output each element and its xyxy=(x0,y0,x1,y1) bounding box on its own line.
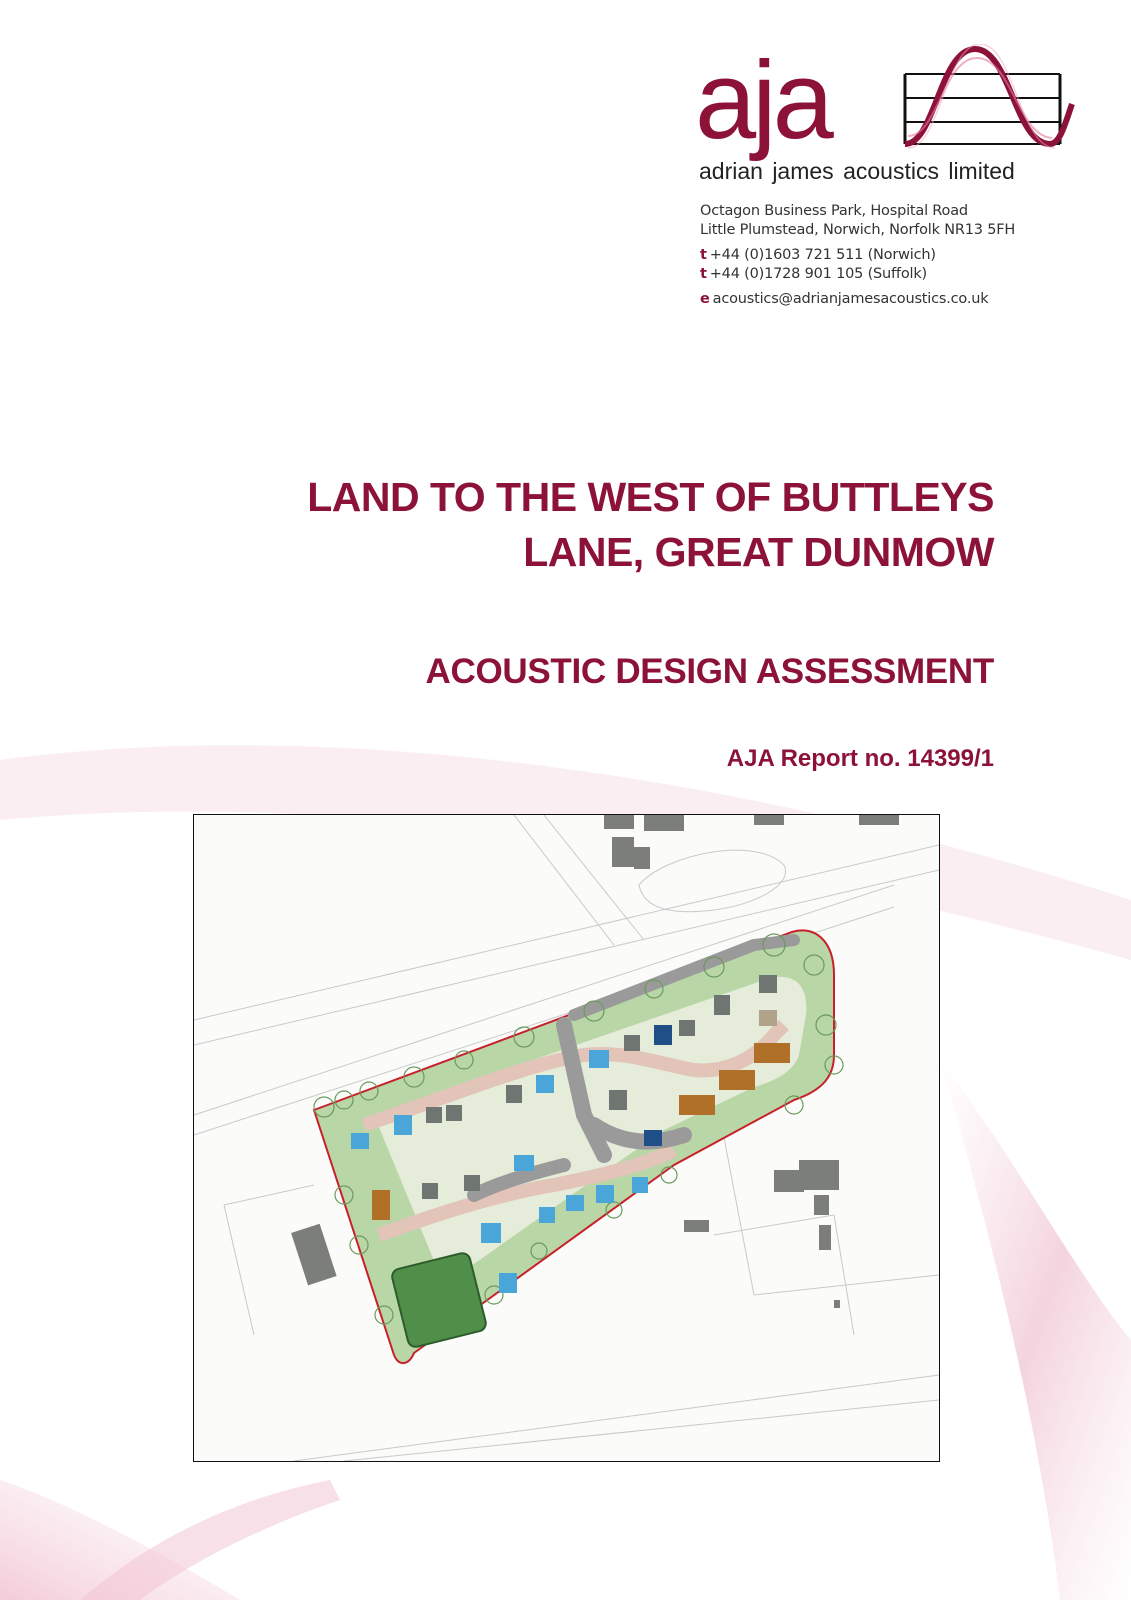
address-line-2: Little Plumstead, Norwich, Norfolk NR13 5FH xyxy=(700,222,1016,238)
company-logo xyxy=(695,40,1075,190)
phone-norwich xyxy=(700,246,1015,265)
phone-key: t xyxy=(700,247,707,263)
phone-key: t xyxy=(700,266,707,282)
site-plan-drawing xyxy=(194,815,939,1461)
email-address: acoustics@adrianjamesacoustics.co.uk xyxy=(712,291,989,307)
logo-letters: aja xyxy=(695,39,830,162)
report-number: AJA Report no. 14399/1 xyxy=(726,745,994,772)
phone-suffolk xyxy=(700,265,1015,284)
logo-tagline: adrian james acoustics limited xyxy=(699,158,1015,184)
phone-suffolk-number: +44 (0)1728 901 105 (Suffolk) xyxy=(709,266,927,282)
email-key: e xyxy=(700,291,710,307)
title-line-2: LANE, GREAT DUNMOW xyxy=(523,529,994,575)
address-line-1: Octagon Business Park, Hospital Road xyxy=(700,203,968,219)
contact-block xyxy=(700,202,1015,309)
email-line xyxy=(700,290,1015,309)
sine-wave-icon xyxy=(900,44,1075,154)
document-subtitle: ACOUSTIC DESIGN ASSESSMENT xyxy=(425,652,994,691)
phone-norwich-number: +44 (0)1603 721 511 (Norwich) xyxy=(709,247,936,263)
document-title xyxy=(307,470,994,580)
title-line-1: LAND TO THE WEST OF BUTTLEYS xyxy=(307,474,994,520)
site-plan-figure xyxy=(193,814,940,1462)
